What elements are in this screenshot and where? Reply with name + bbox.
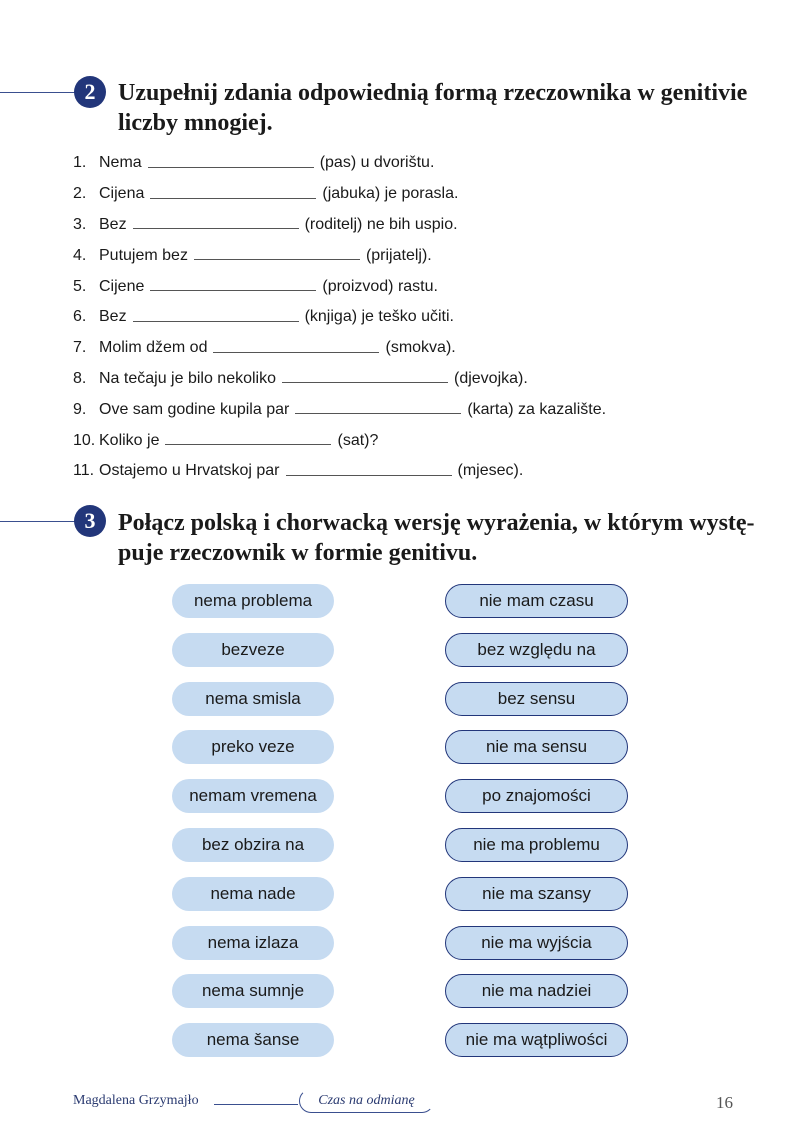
item-text-before: Nema [99,154,142,172]
item-text-after: (jabuka) je porasla. [322,185,459,203]
exercise-2-heading [118,78,758,138]
exercise-2-heading-line1: Uzupełnij zdania odpowiednią formą rzeczownika w genitivie [118,80,748,106]
item-number: 11. [73,462,95,480]
item-number: 6. [73,308,87,326]
footer-author: Magdalena Grzymajło [73,1093,199,1108]
footer-divider [214,1104,298,1105]
page-number: 16 [716,1093,733,1112]
exercise-item [73,179,733,210]
croatian-phrase-pill[interactable]: bezveze [172,633,334,667]
polish-phrase-pill[interactable]: nie ma wyjścia [445,926,628,960]
item-text-after: (sat)? [337,431,379,449]
polish-phrase-pill[interactable]: nie ma sensu [445,730,628,764]
item-text-before: Putujem bez [99,246,188,264]
footer-book-title: Czas na odmianę [299,1089,434,1113]
answer-blank[interactable] [133,321,299,322]
exercise-item [73,425,733,456]
page-footer [73,1093,733,1113]
item-text-before: Koliko je [99,431,160,449]
section-2-rule [0,92,76,93]
answer-blank[interactable] [150,290,316,291]
item-text-after: (djevojka). [454,369,528,387]
croatian-phrase-pill[interactable]: nema sumnje [172,974,334,1008]
croatian-phrase-pill[interactable]: nema izlaza [172,926,334,960]
item-text-before: Molim džem od [99,339,208,357]
item-text-after: (proizvod) rastu. [322,277,438,295]
croatian-phrase-pill[interactable]: nema nade [172,877,334,911]
exercise-item [73,333,733,364]
polish-phrase-pill[interactable]: nie ma wątpliwości [445,1023,628,1057]
item-text-before: Bez [99,308,127,326]
item-number: 5. [73,277,87,295]
croatian-phrase-pill[interactable]: nemam vremena [172,779,334,813]
croatian-phrase-pill[interactable]: bez obzira na [172,828,334,862]
polish-phrase-pill[interactable]: nie mam czasu [445,584,628,618]
croatian-phrase-pill[interactable]: preko veze [172,730,334,764]
item-text-after: (pas) u dvorištu. [319,154,435,172]
item-number: 2. [73,185,87,203]
item-text-after: (prijatelj). [365,246,432,264]
item-text-after: (karta) za kazalište. [467,400,607,418]
polish-phrase-pill[interactable]: nie ma nadziei [445,974,628,1008]
item-number: 4. [73,246,87,264]
polish-phrase-pill[interactable]: po znajomości [445,779,628,813]
exercise-item [73,240,733,271]
exercise-2-list [73,148,733,487]
item-text-after: (mjesec). [457,462,524,480]
exercise-item [73,271,733,302]
item-text-before: Na tečaju je bilo nekoliko [99,369,276,387]
answer-blank[interactable] [165,444,331,445]
exercise-item [73,302,733,333]
item-number: 8. [73,369,87,387]
item-text-before: Cijene [99,277,145,295]
exercise-2-heading-line2: liczby mnogiej. [118,110,273,136]
exercise-item [73,394,733,425]
item-text-before: Ove sam godine kupila par [99,400,290,418]
item-number: 1. [73,154,87,172]
polish-phrase-pill[interactable]: bez sensu [445,682,628,716]
exercise-3-badge: 3 [74,505,106,537]
item-text-before: Bez [99,215,127,233]
exercise-item [73,210,733,241]
exercise-3-heading-line1: Połącz polską i chorwacką wersję wyrażenia, w którym wystę- [118,510,755,536]
exercise-3-heading-line2: puje rzeczownik w formie genitivu. [118,540,478,566]
exercise-3-heading [118,508,758,568]
polish-phrase-pill[interactable]: nie ma problemu [445,828,628,862]
answer-blank[interactable] [150,198,316,199]
polish-phrase-pill[interactable]: nie ma szansy [445,877,628,911]
croatian-phrase-pill[interactable]: nema problema [172,584,334,618]
croatian-phrase-pill[interactable]: nema šanse [172,1023,334,1057]
answer-blank[interactable] [133,228,299,229]
answer-blank[interactable] [148,167,314,168]
answer-blank[interactable] [213,352,379,353]
item-number: 7. [73,339,87,357]
section-3-rule [0,521,76,522]
exercise-item [73,364,733,395]
croatian-phrase-pill[interactable]: nema smisla [172,682,334,716]
answer-blank[interactable] [286,475,452,476]
item-text-before: Cijena [99,185,145,203]
item-number: 10. [73,431,96,449]
answer-blank[interactable] [295,413,461,414]
item-number: 9. [73,400,87,418]
item-text-after: (smokva). [385,339,456,357]
answer-blank[interactable] [194,259,360,260]
exercise-item [73,456,733,487]
exercise-2-badge: 2 [74,76,106,108]
item-text-before: Ostajemo u Hrvatskoj par [99,462,280,480]
item-text-after: (roditelj) ne bih uspio. [304,215,458,233]
exercise-item [73,148,733,179]
item-text-after: (knjiga) je teško učiti. [304,308,454,326]
answer-blank[interactable] [282,382,448,383]
polish-phrase-pill[interactable]: bez względu na [445,633,628,667]
item-number: 3. [73,215,87,233]
